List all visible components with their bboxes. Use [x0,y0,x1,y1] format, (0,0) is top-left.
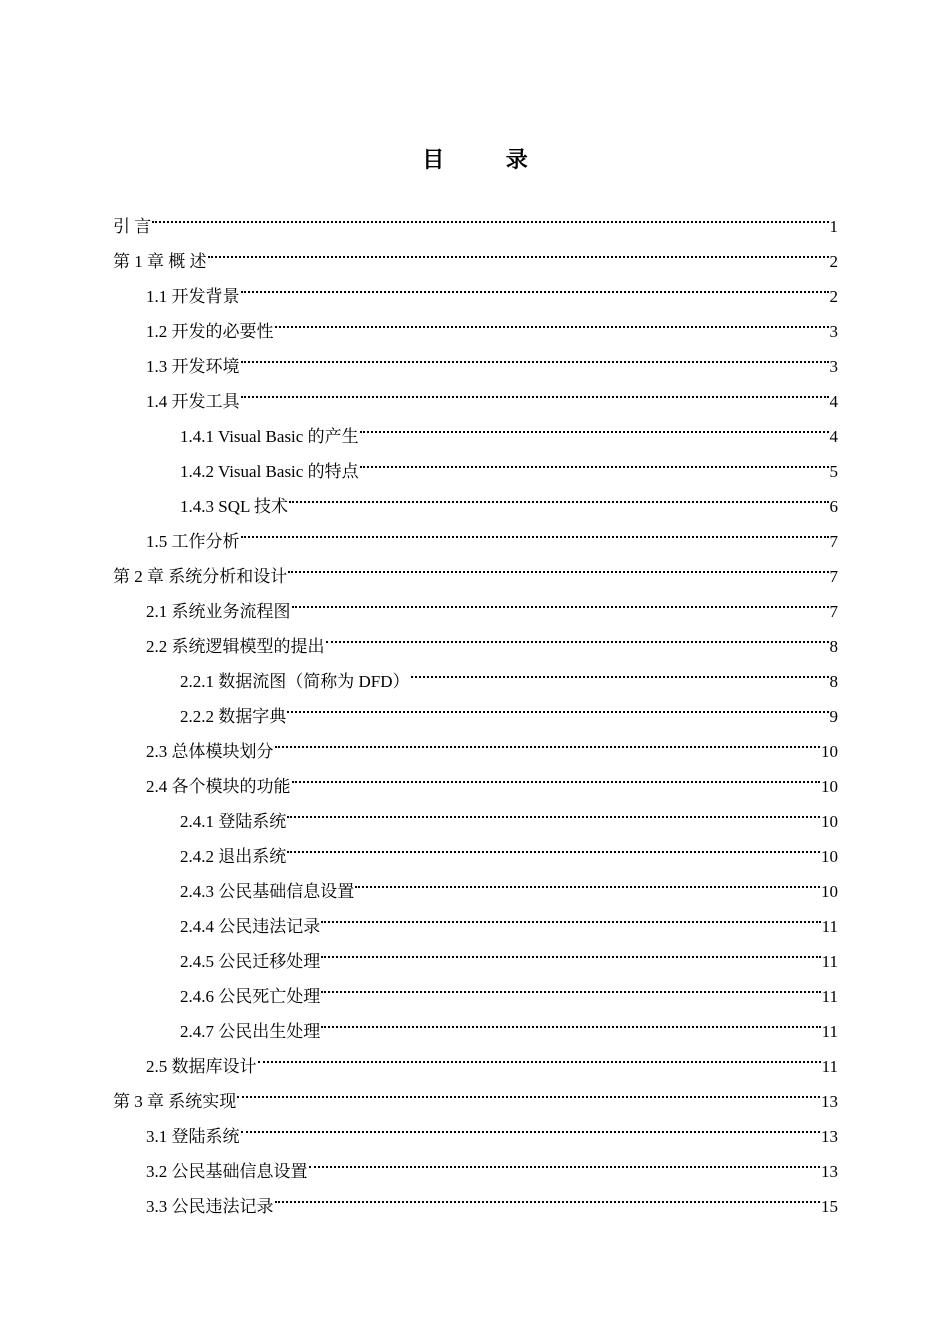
toc-entry[interactable] [113,197,838,236]
toc-entry-page-number: 15 [821,1197,838,1216]
dot-leader [321,897,820,932]
toc-entry-page-number: 7 [829,567,838,586]
toc-entry-title: 2.4.6 公民死亡处理 [180,987,321,1006]
toc-entry-title: 2.3 总体模块划分 [146,742,274,761]
toc-entry-title: 1.4.3 SQL 技术 [180,497,288,516]
dot-leader [275,1177,821,1212]
toc-entry-page-number: 13 [821,1092,838,1111]
toc-entry-title: 1.3 开发环境 [146,357,240,376]
toc-entry-title: 2.2 系统逻辑模型的提出 [146,637,325,656]
dot-leader [241,512,829,547]
toc-entry-title: 3.1 登陆系统 [146,1127,240,1146]
toc-entry-title: 2.4 各个模块的功能 [146,777,291,796]
dot-leader [292,582,829,617]
toc-entry-page-number: 3 [829,357,838,376]
dot-leader [241,267,829,302]
toc-entry[interactable] [113,232,838,271]
toc-entry-title: 第 3 章 系统实现 [113,1092,237,1111]
toc-entry-page-number: 10 [821,847,838,866]
dot-leader [360,407,829,442]
toc-entry-page-number: 10 [821,812,838,831]
toc-entry-title: 1.4.1 Visual Basic 的产生 [180,427,359,446]
toc-entry-title: 1.4 开发工具 [146,392,240,411]
toc-entry-page-number: 7 [829,602,838,621]
dot-leader [258,1037,821,1072]
toc-entry-title: 2.5 数据库设计 [146,1057,257,1076]
toc-entry-title: 1.1 开发背景 [146,287,240,306]
dot-leader [321,967,820,1002]
table-of-contents [113,197,838,1216]
dot-leader [287,687,828,722]
toc-entry-page-number: 11 [821,1022,838,1041]
toc-entry-title: 2.4.2 退出系统 [180,847,287,866]
toc-entry-title: 2.2.2 数据字典 [180,707,287,726]
toc-entry-title: 1.5 工作分析 [146,532,240,551]
toc-entry-page-number: 2 [829,287,838,306]
dot-leader [287,827,820,862]
toc-entry-page-number: 13 [821,1162,838,1181]
toc-entry-title: 第 2 章 系统分析和设计 [113,567,288,586]
toc-entry-page-number: 7 [829,532,838,551]
dot-leader [321,1002,820,1037]
toc-entry-page-number: 3 [829,322,838,341]
toc-entry[interactable] [113,267,838,306]
dot-leader [208,232,829,267]
toc-entry-page-number: 8 [829,637,838,656]
toc-entry-title: 3.3 公民违法记录 [146,1197,274,1216]
toc-entry-title: 2.4.4 公民违法记录 [180,917,321,936]
toc-entry-title: 2.4.7 公民出生处理 [180,1022,321,1041]
toc-entry-page-number: 6 [829,497,838,516]
toc-entry-title: 2.2.1 数据流图（简称为 DFD） [180,672,410,691]
toc-entry-page-number: 1 [829,217,838,236]
dot-leader [309,1142,821,1177]
dot-leader [289,477,829,512]
dot-leader [355,862,820,897]
toc-entry-title: 引 言 [113,217,152,236]
toc-entry-page-number: 11 [821,917,838,936]
dot-leader [241,1107,821,1142]
dot-leader [152,197,828,232]
toc-entry-title: 2.4.5 公民迁移处理 [180,952,321,971]
dot-leader [292,757,821,792]
toc-entry-title: 第 1 章 概 述 [113,252,207,271]
toc-entry-page-number: 5 [829,462,838,481]
toc-entry-title: 3.2 公民基础信息设置 [146,1162,308,1181]
dot-leader [241,372,829,407]
dot-leader [241,337,829,372]
toc-entry-title: 1.2 开发的必要性 [146,322,274,341]
toc-entry-title: 1.4.2 Visual Basic 的特点 [180,462,359,481]
toc-entry-page-number: 2 [829,252,838,271]
toc-entry-page-number: 11 [821,987,838,1006]
dot-leader [360,442,829,477]
dot-leader [275,302,829,337]
toc-entry-title: 2.1 系统业务流程图 [146,602,291,621]
dot-leader [326,617,829,652]
dot-leader [237,1072,820,1107]
toc-entry-page-number: 10 [821,777,838,796]
toc-entry-page-number: 10 [821,882,838,901]
page-title: 目 录 [422,147,556,172]
toc-entry-page-number: 11 [821,1057,838,1076]
dot-leader [288,547,828,582]
toc-entry-page-number: 13 [821,1127,838,1146]
toc-entry-title: 2.4.3 公民基础信息设置 [180,882,355,901]
dot-leader [287,792,820,827]
toc-entry-page-number: 11 [821,952,838,971]
toc-entry-page-number: 9 [829,707,838,726]
toc-entry-page-number: 8 [829,672,838,691]
toc-entry-page-number: 10 [821,742,838,761]
dot-leader [275,722,821,757]
dot-leader [411,652,829,687]
toc-entry-title: 2.4.1 登陆系统 [180,812,287,831]
toc-entry-page-number: 4 [829,392,838,411]
toc-entry-page-number: 4 [829,427,838,446]
dot-leader [321,932,820,967]
